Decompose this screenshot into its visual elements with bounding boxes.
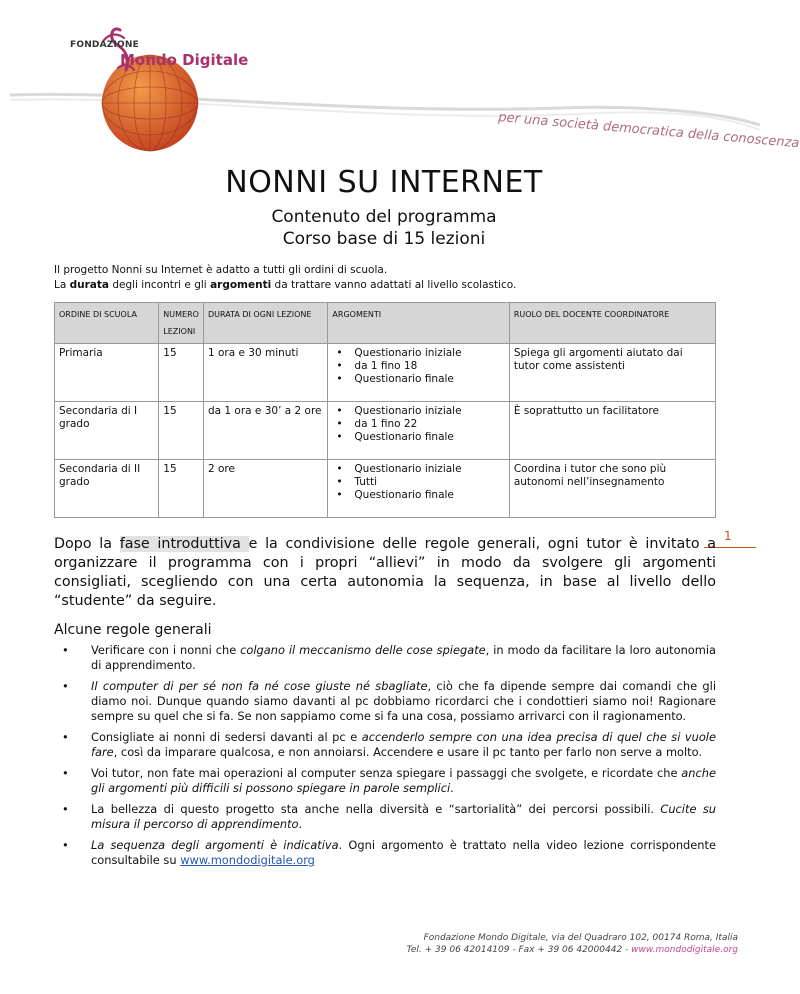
cell-ruolo: Spiega gli argomenti aiutato dai tutor come assistenti (509, 344, 715, 402)
header-ordine: ORDINE DI SCUOLA (55, 303, 159, 344)
table-row (55, 402, 716, 460)
table-row (55, 344, 716, 402)
website-link[interactable]: www.mondodigitale.org (180, 853, 315, 867)
cell-ruolo: È soprattutto un facilitatore (509, 402, 715, 460)
table-header-row (55, 303, 716, 344)
cell-numero: 15 (159, 460, 204, 518)
list-item: • La bellezza di questo progetto sta anche nella diversità e “sartorialità” dei percorsi possibili. Cucite su misura il percorso di apprendimento. (62, 802, 716, 831)
list-item: • La sequenza degli argomenti è indicativa. Ogni argomento è trattato nella video lezione corrispondente consultabile su www.mondodigitale.org (62, 838, 716, 867)
cell-argomenti: • Questionario iniziale • da 1 fino 22 • Questionario finale (328, 402, 509, 460)
cell-ordine: Secondaria di II grado (55, 460, 159, 518)
intro-text (54, 263, 516, 293)
document-subtitle-course: Corso base di 15 lezioni (282, 229, 486, 249)
footer-website-link[interactable]: www.mondodigitale.org (631, 945, 738, 955)
table-row (55, 460, 716, 518)
cell-ordine: Primaria (55, 344, 159, 402)
list-item: • Consigliate ai nonni di sedersi davanti al pc e accenderlo sempre con una idea precisa di quel che si vuole fare, così da imparare qualcosa, e non annoiarsi. Accendere e usare il pc tanto per farlo non serve a molto. (62, 730, 716, 759)
logo-brand-name: Mondo Digitale (120, 51, 249, 69)
page-number-value: 1 (724, 529, 732, 543)
intro-line-1: Il progetto Nonni su Internet è adatto a tutti gli ordini di scuola. (54, 264, 388, 276)
cell-ruolo: Coordina i tutor che sono più autonomi nell’insegnamento (509, 460, 715, 518)
cell-durata: da 1 ora e 30’ a 2 ore (203, 402, 327, 460)
document-title: NONNI SU INTERNET (225, 165, 543, 200)
rules-list (54, 643, 716, 874)
header-argomenti: ARGOMENTI (328, 303, 509, 344)
highlighted-phrase: fase introduttiva (119, 536, 249, 552)
intro-line-2: La durata degli incontri e gli argomenti da trattare vanno adattati al livello scolastico. (54, 279, 517, 291)
header-numero: NUMERO LEZIONI (159, 303, 204, 344)
cell-argomenti: • Questionario iniziale • da 1 fino 18 • Questionario finale (328, 344, 509, 402)
footer-line-2: Tel. + 39 06 42014109 - Fax + 39 06 42000442 - www.mondodigitale.org (406, 945, 738, 955)
footer-address (407, 932, 739, 956)
program-table (54, 302, 716, 518)
list-item: • Verificare con i nonni che colgano il meccanismo delle cose spiegate, in modo da facilitare la loro autonomia di apprendimento. (62, 643, 717, 672)
tagline: per una società democratica della conoscenza (497, 110, 800, 152)
cell-durata: 2 ore (203, 460, 327, 518)
cell-ordine: Secondaria di I grado (55, 402, 159, 460)
footer-line-1: Fondazione Mondo Digitale, via del Quadraro 102, 00174 Roma, Italia (423, 933, 738, 943)
header-durata: DURATA DI OGNI LEZIONE (203, 303, 327, 344)
cell-numero: 15 (159, 344, 204, 402)
body-paragraph: Dopo la fase introduttiva e la condivisione delle regole generali, ogni tutor è invitato a organizzare il programma con i propri “allievi” in modo da svolgere gli argomenti consigliati, scegliendo con una certa autonomia la sequenza, in base al livello dello “studente” da seguire. (54, 536, 717, 609)
header-ruolo: RUOLO DEL DOCENTE COORDINATORE (509, 303, 715, 344)
logo-foundation-label: FONDAZIONE (70, 40, 139, 50)
cell-numero: 15 (159, 402, 204, 460)
cell-argomenti: • Questionario iniziale • Tutti • Questionario finale (328, 460, 509, 518)
list-item: • Voi tutor, non fate mai operazioni al computer senza spiegare i passaggi che svolgete, e ricordate che anche gli argomenti più difficili si possono spiegare in parole semplici. (62, 766, 716, 795)
rules-heading: Alcune regole generali (54, 622, 212, 638)
cell-durata: 1 ora e 30 minuti (203, 344, 327, 402)
list-item: • Il computer di per sé non fa né cose giuste né sbagliate, ciò che fa dipende sempre dai comandi che gli diamo noi. Dunque quando siamo davanti al pc dobbiamo ricordarci che i condottieri siamo noi! Ragionare sempre su quel che si fa. Se non sappiamo come si fa una cosa, possiamo arrivarci con il ragionamento. (62, 679, 716, 723)
document-subtitle-content: Contenuto del programma (271, 207, 497, 227)
letterhead (0, 0, 800, 152)
